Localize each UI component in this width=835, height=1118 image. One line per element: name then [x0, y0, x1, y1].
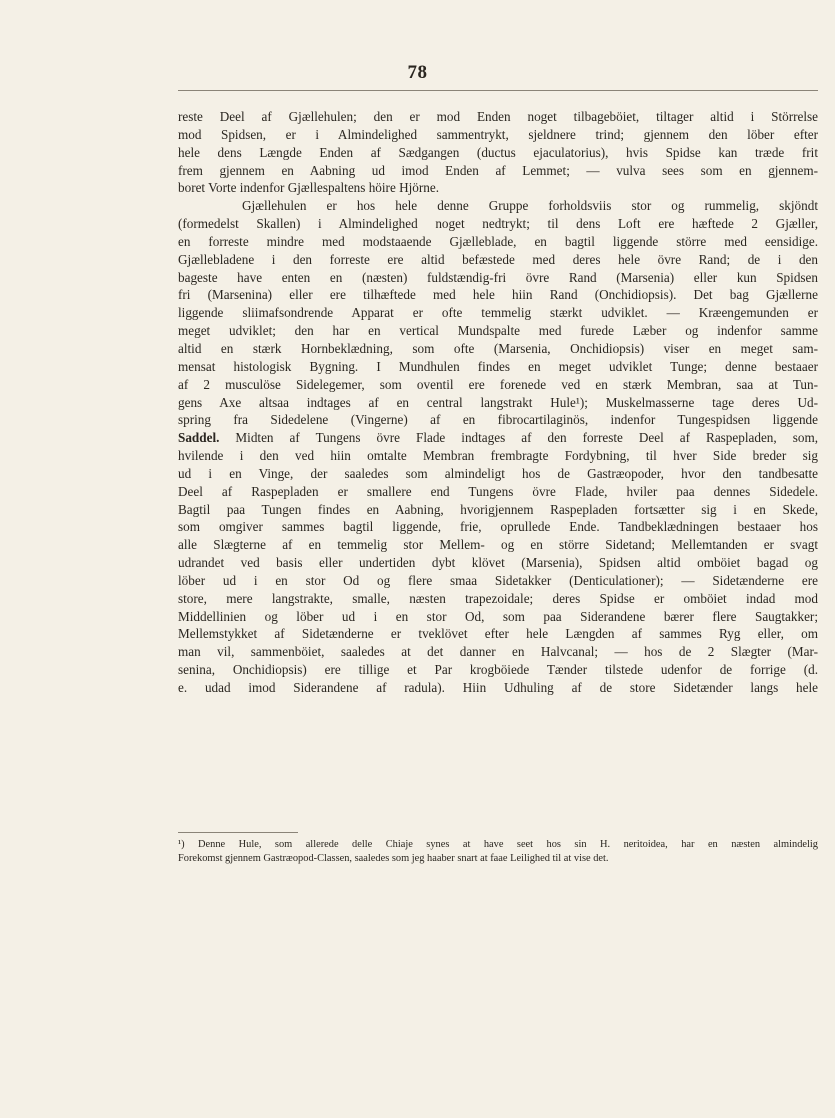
- text-line: mod Spidsen, er i Almindelighed sammentrykt, sjeldnere trind; gjennem den löber efter: [178, 126, 818, 142]
- footnote-line: Forekomst gjennem Gastræopod-Classen, saaledes som jeg haaber snart at faae Leilighed til at vise det.: [178, 852, 609, 864]
- footnote-rule: [178, 832, 298, 833]
- text-line: mensat histologisk Bygning. I Mundhulen findes en meget udviklet Tunge; denne bestaaer: [178, 358, 818, 374]
- paragraph-2: [178, 197, 818, 697]
- text-line: bageste have enten en (næsten) fuldstændig-fri övre Rand (Marsenia) eller kun Spidsen: [178, 269, 818, 285]
- text-line: som omgiver sammes bagtil liggende, frie, oprullede Ende. Tandbeklædningen bestaaer hos: [178, 519, 818, 535]
- text-line: (formedelst Skallen) i Almindelighed noget nedtrykt; til dens Loft ere hæftede 2 Gjæller,: [178, 216, 818, 232]
- text-line: fri (Marsenina) eller ere tilhæftede med hele hiin Rand (Onchidiopsis). Det bag Gjællerne: [178, 287, 818, 303]
- text-line: Saddel. Midten af Tungens övre Flade indtages af den forreste Deel af Raspepladen, som,: [178, 430, 818, 446]
- text-line: Deel af Raspepladen er smallere end Tungens övre Flade, hviler paa dennes Sidedele.: [178, 483, 818, 499]
- text-line: man vil, sammenböiet, saaledes at det danner en Halvcanal; — hos de 2 Slægter (Mar-: [178, 644, 818, 660]
- text-line: senina, Onchidiopsis) ere tillige et Par krogböiede Tænder tilstede udenfor de forrige (d.: [178, 662, 818, 678]
- text-line: hele dens Længde Enden af Sædgangen (ductus ejaculatorius), hvis Spidse kan træde frit: [178, 144, 818, 160]
- bold-term: Saddel.: [178, 430, 220, 446]
- text-line: altid en stærk Hornbeklædning, som ofte (Marsenia, Onchidiopsis) viser en meget sam-: [178, 340, 818, 356]
- text-line: en forreste mindre med modstaaende Gjælleblade, en bagtil liggende större med eensidige.: [178, 233, 818, 249]
- text-line: e. udad imod Siderandene af radula). Hiin Udhuling af de store Sidetænder langs hele: [178, 680, 818, 695]
- header-rule: [178, 90, 818, 91]
- paragraph-1: [178, 108, 818, 197]
- text-line: af 2 musculöse Sidelegemer, som oventil ere forenede ved en stærk Membran, saa at Tun-: [178, 376, 818, 392]
- text-line: ud i en Vinge, der saaledes som almindeligt hos de Gastræopoder, hvor den tandbesatte: [178, 465, 818, 481]
- text-line: löber ud i en stor Od og flere smaa Sidetakker (Denticulationer); — Sidetænderne ere: [178, 572, 818, 588]
- text-line: gens Axe altsaa indtages af en central langstrakt Hule¹); Muskelmasserne tage deres Ud-: [178, 394, 818, 410]
- text-line: frem gjennem en Aabning ud imod Enden af Lemmet; — vulva sees som en gjennem-: [178, 162, 818, 178]
- text-line: alle Slægterne af en temmelig stor Mellem- og en större Sidetand; Mellemtanden er svagt: [178, 537, 818, 553]
- text-line: liggende sliimafsondrende Apparat er ofte temmelig stærkt udviklet. — Kræengemunden er: [178, 305, 818, 321]
- text-line: spring fra Sidedelene (Vingerne) af en fibrocartilaginös, indenfor Tungespidsen liggende: [178, 412, 818, 428]
- text-line: reste Deel af Gjællehulen; den er mod Enden noget tilbageböiet, tiltager altid i Störrelse: [178, 109, 818, 124]
- text-line: udrandet ved basis eller undertiden dybt klövet (Marsenia), Spidsen altid omböiet bagad og: [178, 555, 818, 571]
- footnote: [178, 838, 818, 865]
- text-line: hvilende i den ved hiin omtalte Membran frembragte Fordybning, til hver Side breder sig: [178, 448, 818, 464]
- text-line: Middellinien og löber ud i en stor Od, som paa Siderandene bærer flere Saugtakker;: [178, 608, 818, 624]
- body-text: [178, 108, 818, 697]
- footnote-line: ¹) Denne Hule, som allerede delle Chiaje synes at have seet hos sin H. neritoidea, har en næsten almindelig: [178, 839, 818, 850]
- text-line: Gjællehulen er hos hele denne Gruppe forholdsviis stor og rummelig, skjöndt: [242, 198, 818, 214]
- text-line: store, mere langstrakte, smalle, næsten trapezoidale; deres Spidse er omböiet indad mod: [178, 590, 818, 606]
- text-line: Gjællebladene i den forreste ere altid befæstede med deres hele övre Rand; de i den: [178, 251, 818, 267]
- text-line: meget udviklet; den har en vertical Mundspalte med furede Læber og indenfor samme: [178, 323, 818, 339]
- text-line: Bagtil paa Tungen findes en Aabning, hvorigjennem Raspepladen fortsætter sig i en Skede,: [178, 501, 818, 517]
- text-line: Mellemstykket af Sidetænderne er tveklövet efter hele Længden af sammes Ryg eller, om: [178, 626, 818, 642]
- page-number: 78: [407, 62, 428, 83]
- text-line: boret Vorte indenfor Gjællespaltens höire Hjörne.: [178, 180, 440, 196]
